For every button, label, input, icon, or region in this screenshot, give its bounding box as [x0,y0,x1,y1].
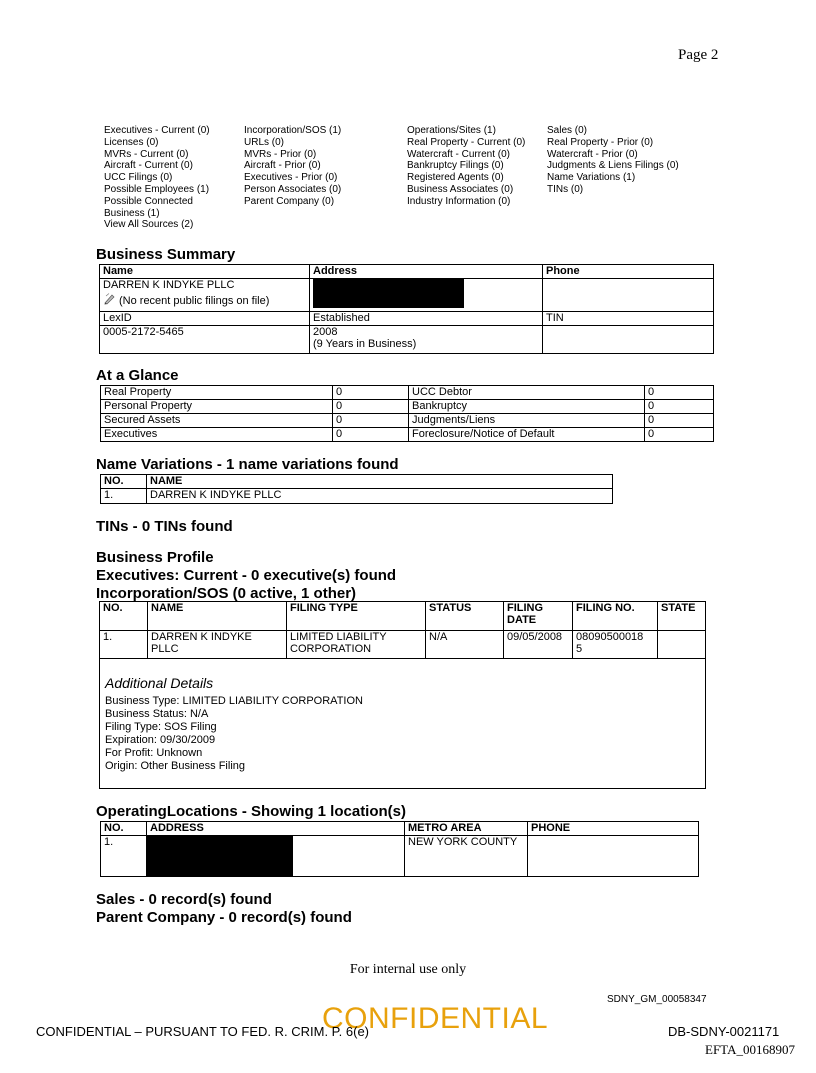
nav-link[interactable]: Real Property - Prior (0) [547,136,654,148]
nav-link[interactable]: Registered Agents (0) [407,172,504,184]
nav-link[interactable]: TINs (0) [547,183,584,195]
nav-column-1 [104,125,210,231]
nav-link[interactable]: Watercraft - Prior (0) [547,148,638,160]
at-a-glance-table [100,385,714,442]
nav-link[interactable]: Licenses (0) [104,136,159,148]
pencil-note-icon [103,293,116,305]
glance-value: 0 [333,400,409,414]
established-value [310,326,543,354]
glance-value: 0 [645,428,714,442]
header-state: STATE [658,602,706,631]
nav-link[interactable]: Possible Connected [104,195,193,207]
glance-value: 0 [333,428,409,442]
nav-link[interactable]: MVRs - Prior (0) [244,148,317,160]
nav-link[interactable]: Executives - Prior (0) [244,172,338,184]
sales-heading: Sales - 0 record(s) found [96,891,272,908]
nav-link[interactable]: URLs (0) [244,136,285,148]
nav-link[interactable]: Possible Employees (1) [104,183,210,195]
additional-details-title: Additional Details [105,675,214,691]
glance-label: Personal Property [101,400,333,414]
confidential-notice: CONFIDENTIAL – PURSUANT TO FED. R. CRIM. P. 6(e) [36,1024,370,1039]
nav-link[interactable]: Aircraft - Current (0) [104,160,193,172]
detail-line: Filing Type: SOS Filing [105,721,217,733]
detail-line: Origin: Other Business Filing [105,760,245,772]
glance-label: Judgments/Liens [409,414,645,428]
header-name: NAME [148,602,287,631]
redacted-address [147,836,293,876]
row-state [658,631,706,659]
detail-line: Expiration: 09/30/2009 [105,734,216,746]
internal-use-note: For internal use only [349,962,467,977]
confidential-stamp: CONFIDENTIAL [322,1002,549,1035]
business-summary-heading: Business Summary [96,246,236,263]
phone-cell [543,279,714,312]
years-in-business: (9 Years in Business) [313,338,417,350]
filings-note: (No recent public filings on file) [119,295,270,307]
bates-number-top: SDNY_GM_00058347 [607,994,707,1005]
business-name-cell [100,279,310,312]
row-filing-type-line2: CORPORATION [290,643,372,655]
nav-link[interactable]: Person Associates (0) [244,183,342,195]
row-no: 1. [100,631,148,659]
detail-line: Business Type: LIMITED LIABILITY CORPORATION [105,695,363,707]
incorporation-heading: Incorporation/SOS (0 active, 1 other) [96,585,357,602]
tin-value [543,326,714,354]
header-filing-no: FILING NO. [573,602,658,631]
nav-link[interactable]: Operations/Sites (1) [407,125,496,136]
glance-label: UCC Debtor [409,386,645,400]
header-name: Name [100,265,310,279]
nav-link[interactable]: Bankruptcy Filings (0) [407,160,504,172]
nav-link[interactable]: Sales (0) [547,125,588,136]
glance-label: Executives [101,428,333,442]
row-name-line2: PLLC [151,643,179,655]
at-a-glance-heading: At a Glance [96,367,179,384]
redacted-address [313,279,464,308]
row-address [147,836,405,877]
nav-link[interactable]: Business Associates (0) [407,183,514,195]
nav-link[interactable]: Real Property - Current (0) [407,136,526,148]
header-phone: PHONE [528,822,699,836]
row-name-line1: DARREN K INDYKE [151,631,252,643]
header-filing-type: FILING TYPE [287,602,426,631]
row-filing-no-line1: 08090500018 [576,631,644,643]
row-no: 1. [101,489,147,504]
established-year: 2008 [313,326,338,338]
detail-line: For Profit: Unknown [105,747,203,759]
row-no: 1. [101,836,147,877]
glance-label: Real Property [101,386,333,400]
nav-column-3 [407,125,525,208]
lexid-label: LexID [100,312,310,326]
operating-locations-heading: OperatingLocations - Showing 1 location(s) [96,803,407,820]
nav-link[interactable]: Name Variations (1) [547,172,636,184]
header-address: Address [310,265,543,279]
glance-label: Bankruptcy [409,400,645,414]
nav-link[interactable]: Industry Information (0) [407,195,511,207]
header-filing-date-line2: DATE [507,614,537,626]
nav-link[interactable]: MVRs - Current (0) [104,148,189,160]
nav-link[interactable]: Judgments & Liens Filings (0) [547,160,679,172]
row-filing-date: 09/05/2008 [504,631,573,659]
tin-label: TIN [543,312,714,326]
header-phone: Phone [543,265,714,279]
nav-link[interactable]: Incorporation/SOS (1) [244,125,342,136]
address-cell [310,279,543,312]
lexid-value: 0005-2172-5465 [100,326,310,354]
row-filing-no-line2: 5 [576,643,583,655]
glance-value: 0 [645,386,714,400]
header-address: ADDRESS [147,822,405,836]
header-no: NO. [101,822,147,836]
header-status: STATUS [426,602,504,631]
bates-number-bottom: EFTA_00168907 [705,1042,795,1057]
nav-column-4 [547,125,679,196]
row-name: DARREN K INDYKE PLLC [147,489,613,504]
name-variations-table [100,474,613,504]
glance-label: Foreclosure/Notice of Default [409,428,645,442]
row-metro-area: NEW YORK COUNTY [405,836,528,877]
nav-link[interactable]: View All Sources (2) [104,219,194,231]
glance-value: 0 [645,400,714,414]
incorporation-table [99,601,706,659]
glance-value: 0 [333,386,409,400]
header-no: NO. [100,602,148,631]
header-name: NAME [147,475,613,489]
glance-value: 0 [645,414,714,428]
nav-link[interactable]: Business (1) [104,207,160,219]
row-filing-type-line1: LIMITED LIABILITY [290,631,387,643]
row-phone [528,836,699,877]
business-summary-table [99,264,714,354]
additional-details-box [99,658,706,789]
header-filing-date-line1: FILING [507,602,544,614]
nav-link[interactable]: Parent Company (0) [244,195,335,207]
business-profile-heading: Business Profile [96,549,214,566]
row-filing-no [573,631,658,659]
nav-column-2 [244,125,341,208]
glance-value: 0 [333,414,409,428]
detail-line: Business Status: N/A [105,708,209,720]
nav-link[interactable]: Aircraft - Prior (0) [244,160,321,172]
parent-company-heading: Parent Company - 0 record(s) found [96,909,352,926]
operating-locations-table [100,821,699,877]
tins-heading: TINs - 0 TINs found [96,518,233,535]
nav-link[interactable]: Watercraft - Current (0) [407,148,510,160]
page-number: Page 2 [678,47,719,63]
name-variations-heading: Name Variations - 1 name variations found [96,456,399,473]
row-name [148,631,287,659]
glance-label: Secured Assets [101,414,333,428]
header-metro-area: METRO AREA [405,822,528,836]
row-status: N/A [426,631,504,659]
business-name: DARREN K INDYKE PLLC [103,279,235,291]
nav-link[interactable]: UCC Filings (0) [104,172,173,184]
header-filing-date [504,602,573,631]
established-label: Established [310,312,543,326]
nav-link[interactable]: Executives - Current (0) [104,125,210,136]
header-no: NO. [101,475,147,489]
row-filing-type [287,631,426,659]
bates-number-middle: DB-SDNY-0021171 [668,1024,780,1039]
executives-heading: Executives: Current - 0 executive(s) found [96,567,397,584]
